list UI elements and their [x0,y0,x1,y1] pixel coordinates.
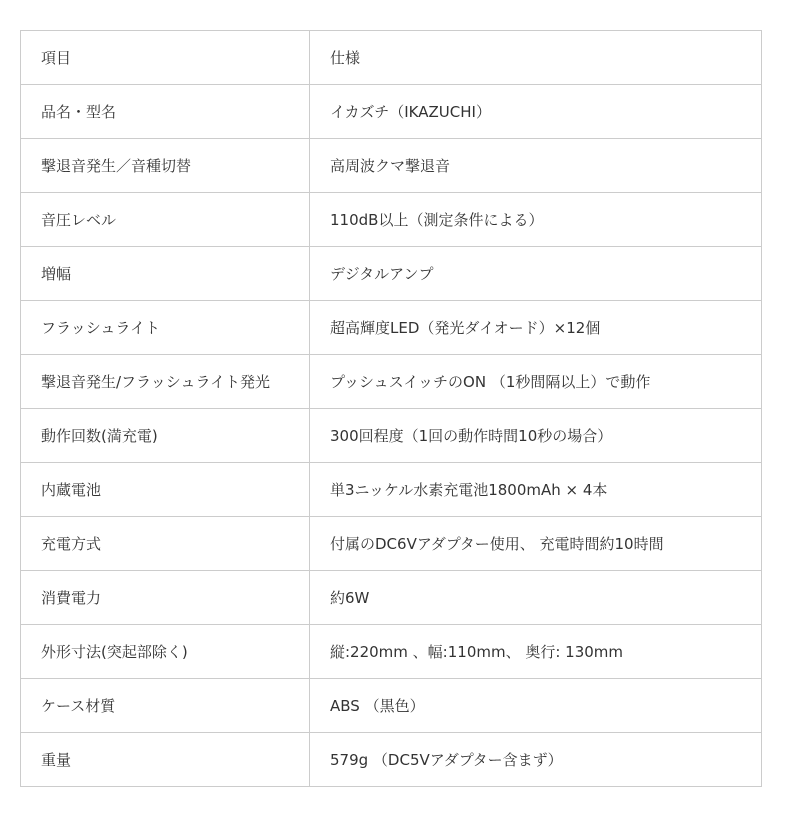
table-row [21,193,762,247]
header-value-cell: 仕様 [310,31,762,85]
table-row [21,247,762,301]
table-row [21,85,762,139]
table-header-row [21,31,762,85]
header-label-cell: 項目 [21,31,310,85]
row-value: 110dB以上（測定条件による） [310,193,762,247]
table-row [21,409,762,463]
row-value: 付属のDC6Vアダプター使用、 充電時間約10時間 [310,517,762,571]
table-row [21,733,762,787]
row-label: 重量 [21,733,310,787]
row-label: 音圧レベル [21,193,310,247]
row-label: 品名・型名 [21,85,310,139]
table-row [21,301,762,355]
spec-table-body [21,31,762,787]
row-value: 300回程度（1回の動作時間10秒の場合） [310,409,762,463]
row-label: 撃退音発生/フラッシュライト発光 [21,355,310,409]
table-row [21,571,762,625]
row-value: プッシュスイッチのON （1秒間隔以上）で動作 [310,355,762,409]
row-value: イカズチ（IKAZUCHI） [310,85,762,139]
row-value: 超高輝度LED（発光ダイオード）×12個 [310,301,762,355]
row-label: ケース材質 [21,679,310,733]
row-value: 約6W [310,571,762,625]
table-row [21,355,762,409]
row-value: 単3ニッケル水素充電池1800mAh × 4本 [310,463,762,517]
row-label: 外形寸法(突起部除く) [21,625,310,679]
row-value: 579g （DC5Vアダプター含まず） [310,733,762,787]
table-row [21,463,762,517]
row-value: 縦:220mm 、幅:110mm、 奥行: 130mm [310,625,762,679]
table-row [21,517,762,571]
row-label: 増幅 [21,247,310,301]
spec-table [20,30,762,787]
row-label: 消費電力 [21,571,310,625]
table-row [21,139,762,193]
row-value: ABS （黒色） [310,679,762,733]
row-label: 内蔵電池 [21,463,310,517]
table-row [21,679,762,733]
row-label: 撃退音発生／音種切替 [21,139,310,193]
row-label: 動作回数(満充電) [21,409,310,463]
row-label: フラッシュライト [21,301,310,355]
table-row [21,625,762,679]
row-label: 充電方式 [21,517,310,571]
row-value: デジタルアンプ [310,247,762,301]
row-value: 高周波クマ撃退音 [310,139,762,193]
